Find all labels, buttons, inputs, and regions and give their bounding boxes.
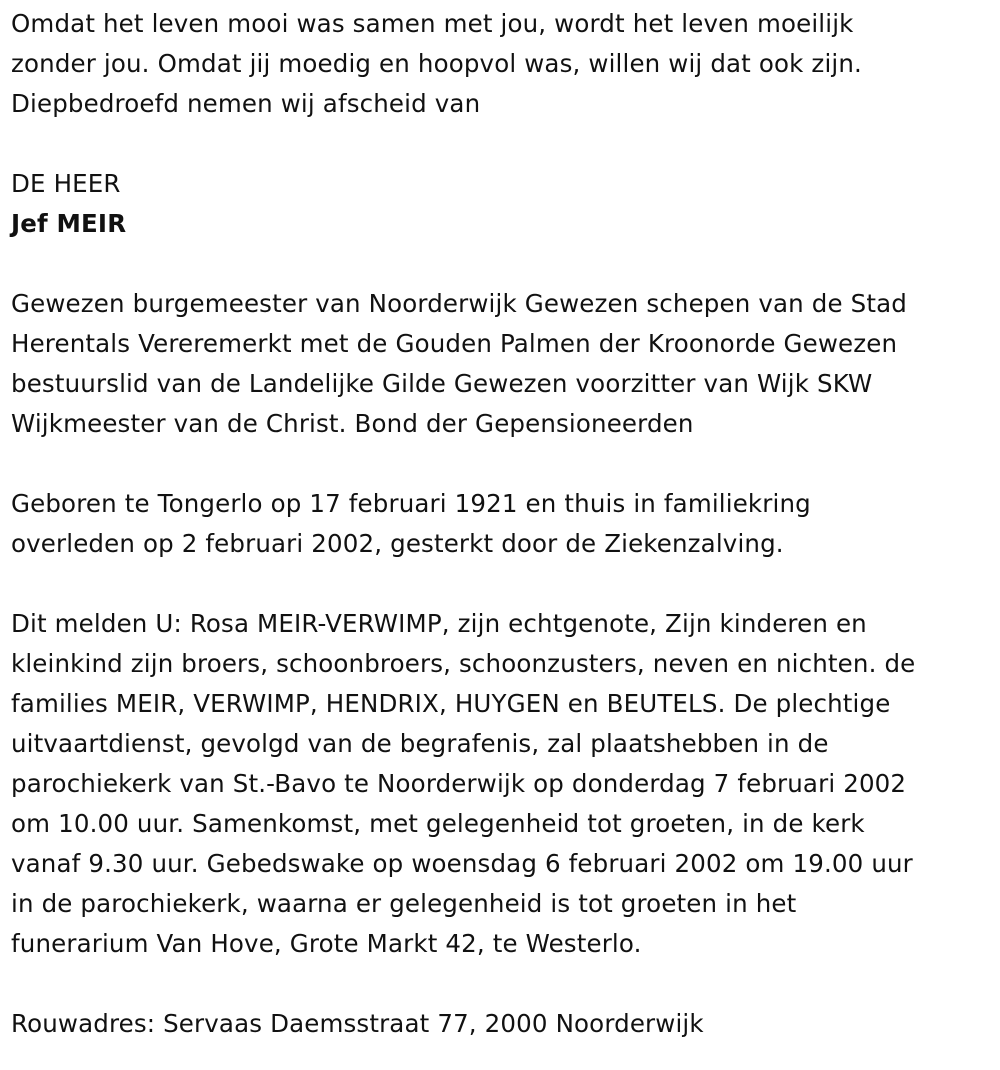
text-line: zonder jou. Omdat jij moedig en hoopvol was, willen wij dat ook zijn. [11,49,862,78]
text-line: Wijkmeester van de Christ. Bond der Gepensioneerden [11,409,694,438]
text-line: Dit melden U: Rosa MEIR-VERWIMP, zijn echtgenote, Zijn kinderen en [11,609,867,638]
intro-paragraph [11,4,991,124]
text-line: funerarium Van Hove, Grote Markt 42, te Westerlo. [11,929,642,958]
honorific-title: DE HEER [11,169,121,198]
text-line: Geboren te Tongerlo op 17 februari 1921 en thuis in familiekring [11,489,811,518]
birth-death-paragraph [11,484,991,564]
text-line: Herentals Vereremerkt met de Gouden Palmen der Kroonorde Gewezen [11,329,898,358]
text-line: parochiekerk van St.-Bavo te Noorderwijk op donderdag 7 februari 2002 [11,769,907,798]
text-line: kleinkind zijn broers, schoonbroers, schoonzusters, neven en nichten. de [11,649,916,678]
obituary-notice [11,4,991,1044]
text-line: Gewezen burgemeester van Noorderwijk Gewezen schepen van de Stad [11,289,907,318]
text-line: vanaf 9.30 uur. Gebedswake op woensdag 6 februari 2002 om 19.00 uur [11,849,913,878]
announcement-paragraph [11,604,991,964]
text-line: Omdat het leven mooi was samen met jou, wordt het leven moeilijk [11,9,854,38]
text-line: overleden op 2 februari 2002, gesterkt door de Ziekenzalving. [11,529,784,558]
text-line: Diepbedroefd nemen wij afscheid van [11,89,481,118]
deceased-name: Jef MEIR [11,209,127,238]
text-line: in de parochiekerk, waarna er gelegenheid is tot groeten in het [11,889,797,918]
text-line: bestuurslid van de Landelijke Gilde Gewezen voorzitter van Wijk SKW [11,369,873,398]
mourning-address: Rouwadres: Servaas Daemsstraat 77, 2000 Noorderwijk [11,1009,704,1038]
text-line: families MEIR, VERWIMP, HENDRIX, HUYGEN en BEUTELS. De plechtige [11,689,891,718]
text-line: uitvaartdienst, gevolgd van de begrafenis, zal plaatshebben in de [11,729,829,758]
functions-paragraph [11,284,991,444]
text-line: om 10.00 uur. Samenkomst, met gelegenheid tot groeten, in de kerk [11,809,865,838]
